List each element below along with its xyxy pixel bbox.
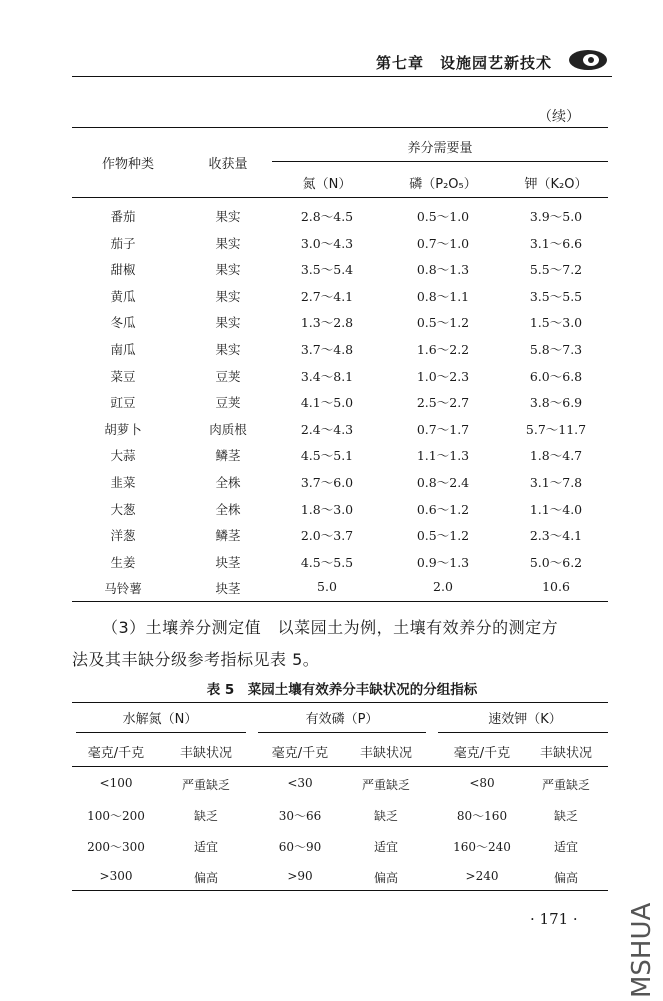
- sub-status: 丰缺状况: [179, 746, 232, 761]
- cell-crop: 冬瓜: [110, 315, 136, 331]
- cell-crop: 大葱: [110, 501, 136, 517]
- group-rule: [258, 732, 426, 733]
- chapter-ornament-icon: [564, 48, 608, 72]
- cell-part: 鳞茎: [215, 448, 241, 464]
- cell-part: 肉质根: [209, 421, 247, 437]
- cell-part: 果实: [215, 342, 241, 357]
- cell-p: 30～66: [278, 809, 322, 823]
- cell-k: 5.7～11.7: [525, 421, 587, 437]
- cell-n: 3.7～4.8: [300, 342, 354, 357]
- group-rule: [438, 732, 608, 733]
- group-phosphorus: 有效磷（P）: [305, 712, 379, 727]
- watermark-text: MSHUA: [627, 902, 657, 998]
- table-row: [72, 287, 608, 313]
- table-row: [72, 393, 608, 419]
- cell-n_s: 缺乏: [193, 809, 218, 823]
- cell-p: 0.5～1.0: [416, 209, 470, 224]
- cell-p: 1.0～2.3: [416, 368, 470, 384]
- cell-k_s: 适宜: [553, 840, 578, 854]
- cell-part: 果实: [215, 235, 241, 251]
- cell-p: 60～90: [278, 840, 322, 854]
- cell-crop: 胡萝卜: [104, 421, 142, 437]
- cell-crop: 茄子: [110, 235, 136, 251]
- cell-k_s: 严重缺乏: [541, 778, 590, 792]
- table-row: [72, 420, 608, 446]
- table-row: [72, 446, 608, 472]
- chapter-title: 第七章 设施园艺新技术: [375, 54, 552, 72]
- paragraph-line: （3）土壤养分测定值 以菜园土为例，土壤有效养分的测定方: [102, 618, 559, 637]
- cell-k: 3.9～5.0: [529, 209, 583, 224]
- table-row: [72, 367, 608, 393]
- table-row: [72, 207, 608, 233]
- cell-k: 6.0～6.8: [529, 368, 583, 384]
- table-row: [72, 500, 608, 526]
- cell-p_s: 缺乏: [373, 809, 398, 823]
- cell-crop: 洋葱: [110, 528, 136, 544]
- header-potassium: 钾（K₂O）: [524, 177, 588, 192]
- cell-p: 0.8～2.4: [416, 475, 470, 490]
- cell-n: 1.3～2.8: [300, 315, 354, 331]
- cell-k_s: 偏高: [553, 871, 578, 885]
- group-potassium: 速效钾（K）: [488, 712, 562, 727]
- cell-part: 豆荚: [215, 395, 241, 411]
- cell-k: <80: [469, 776, 495, 790]
- cell-p: >90: [287, 869, 313, 883]
- table-row: [72, 260, 608, 286]
- watermark: [620, 880, 660, 1000]
- cell-part: 全株: [215, 501, 241, 517]
- cell-n: 2.8～4.5: [300, 209, 354, 224]
- cell-k: 10.6: [542, 579, 570, 595]
- cell-k: 2.3～4.1: [529, 528, 583, 544]
- cell-k: 5.8～7.3: [529, 342, 583, 357]
- cell-part: 全株: [215, 475, 241, 490]
- cell-p_s: 适宜: [373, 840, 398, 854]
- cell-p: 1.1～1.3: [416, 448, 470, 464]
- cell-crop: 马铃薯: [104, 581, 142, 597]
- cell-part: 果实: [215, 262, 241, 278]
- cell-p_s: 严重缺乏: [361, 778, 410, 792]
- cell-p: 0.8～1.1: [416, 288, 470, 304]
- cell-n: 2.4～4.3: [300, 421, 354, 437]
- cell-n_s: 严重缺乏: [181, 778, 230, 792]
- cell-p: 2.5～2.7: [416, 395, 470, 411]
- cell-crop: 韭菜: [110, 475, 136, 490]
- table-caption: 表 5 菜园土壤有效养分丰缺状况的分组指标: [206, 682, 478, 698]
- sub-amount: 毫克/千克: [87, 746, 145, 761]
- header-rule: [72, 197, 608, 198]
- cell-crop: 甜椒: [110, 262, 136, 278]
- cell-part: 块茎: [215, 554, 241, 570]
- cell-p: 0.5～1.2: [416, 528, 470, 544]
- cell-n: 2.7～4.1: [300, 288, 354, 304]
- cell-k: 160～240: [453, 840, 511, 854]
- header-rule: [72, 766, 608, 767]
- header-rule: [72, 76, 612, 77]
- cell-n: 3.5～5.4: [300, 262, 354, 278]
- header-crop: 作物种类: [101, 157, 154, 172]
- paragraph-line: 法及其丰缺分级参考指标见表 5。: [72, 650, 320, 669]
- cell-n: <100: [99, 776, 133, 790]
- cell-part: 果实: [215, 288, 241, 304]
- cell-k_s: 缺乏: [553, 809, 578, 823]
- cell-p: 0.7～1.0: [416, 235, 470, 251]
- cell-k: 3.1～6.6: [529, 235, 583, 251]
- table-bottom-rule: [72, 601, 608, 602]
- cell-k: 1.8～4.7: [529, 448, 583, 464]
- group-rule: [76, 732, 246, 733]
- table-bottom-rule: [72, 890, 608, 891]
- cell-p: 0.6～1.2: [416, 501, 470, 517]
- table-top-rule: [72, 702, 608, 703]
- cell-n: 1.8～3.0: [300, 501, 354, 517]
- cell-crop: 生姜: [110, 554, 136, 570]
- cell-n: 3.0～4.3: [300, 235, 354, 251]
- cell-part: 果实: [215, 209, 241, 224]
- cell-k: 3.8～6.9: [529, 395, 583, 411]
- sub-amount: 毫克/千克: [271, 746, 329, 761]
- soil-nutrient-table: [72, 702, 608, 892]
- header-part: 收获量: [208, 157, 248, 172]
- cell-part: 块茎: [215, 581, 241, 597]
- cell-k: 80～160: [456, 809, 508, 823]
- cell-n: 200～300: [87, 840, 145, 854]
- cell-k: 3.1～7.8: [529, 475, 583, 490]
- cell-n: 3.7～6.0: [300, 475, 354, 490]
- cell-p: 0.8～1.3: [416, 262, 470, 278]
- cell-k: 1.1～4.0: [529, 501, 583, 517]
- sub-status: 丰缺状况: [359, 746, 412, 761]
- table-row: [72, 340, 608, 366]
- table-row: [72, 313, 608, 339]
- cell-p: 0.9～1.3: [416, 554, 470, 570]
- header-nitrogen: 氮（N）: [302, 177, 352, 192]
- cell-part: 果实: [215, 315, 241, 331]
- cell-p: 0.5～1.2: [416, 315, 470, 331]
- cell-crop: 大蒜: [110, 448, 136, 464]
- cell-n: 100～200: [87, 809, 145, 823]
- cell-p: 2.0: [433, 579, 453, 595]
- table-row: [72, 553, 608, 579]
- cell-n: 2.0～3.7: [300, 528, 354, 544]
- header-phosphorus: 磷（P₂O₅）: [409, 177, 477, 192]
- table-top-rule: [72, 127, 608, 128]
- cell-crop: 菜豆: [110, 368, 136, 384]
- cell-n: 3.4～8.1: [300, 368, 354, 384]
- group-nitrogen: 水解氮（N）: [122, 712, 198, 727]
- cell-crop: 豇豆: [110, 395, 136, 411]
- cell-n: 5.0: [317, 579, 337, 595]
- cell-n_s: 适宜: [193, 840, 218, 854]
- cell-k: 1.5～3.0: [529, 315, 583, 331]
- cell-n: 4.1～5.0: [300, 395, 354, 411]
- cell-crop: 黄瓜: [110, 288, 136, 304]
- sub-amount: 毫克/千克: [453, 746, 511, 761]
- cell-crop: 南瓜: [110, 342, 136, 357]
- cell-n: 4.5～5.5: [300, 554, 354, 570]
- cell-p: 0.7～1.7: [416, 421, 470, 437]
- cell-part: 鳞茎: [215, 528, 241, 544]
- cell-n_s: 偏高: [193, 871, 218, 885]
- cell-n: >300: [99, 869, 133, 883]
- table-row: [72, 234, 608, 260]
- group-rule: [272, 161, 608, 162]
- cell-part: 豆荚: [215, 368, 241, 384]
- header-nutrient-group: 养分需要量: [407, 141, 473, 156]
- sub-status: 丰缺状况: [539, 746, 592, 761]
- cell-k: 5.0～6.2: [529, 554, 583, 570]
- cell-k: >240: [465, 869, 499, 883]
- cell-k: 3.5～5.5: [529, 288, 583, 304]
- continued-label: （续）: [538, 109, 580, 125]
- cell-n: 4.5～5.1: [300, 448, 354, 464]
- table-row: [72, 473, 608, 499]
- table-row: [72, 526, 608, 552]
- cell-crop: 番茄: [110, 209, 136, 224]
- cell-p_s: 偏高: [373, 871, 398, 885]
- cell-p: 1.6～2.2: [416, 342, 470, 357]
- page-number: · 171 ·: [530, 910, 578, 928]
- body-paragraph: [72, 612, 616, 676]
- cell-p: <30: [287, 776, 313, 790]
- running-header: [72, 52, 612, 76]
- cell-k: 5.5～7.2: [529, 262, 583, 278]
